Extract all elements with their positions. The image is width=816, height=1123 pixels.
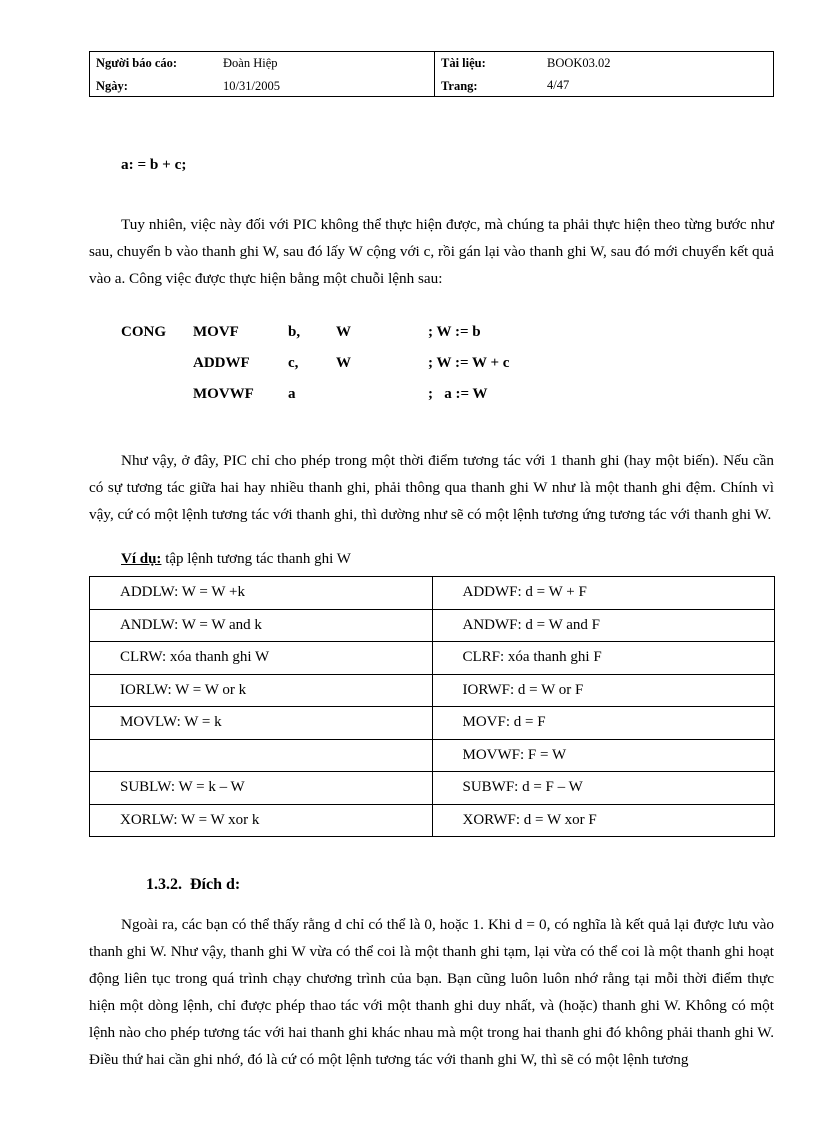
page-value: 4/47 bbox=[547, 78, 570, 92]
table-cell: MOVF: d = F bbox=[432, 707, 775, 740]
table-row bbox=[90, 772, 775, 805]
table-cell: MOVLW: W = k bbox=[90, 707, 433, 740]
table-row bbox=[90, 674, 775, 707]
example-text: tập lệnh tương tác thanh ghi W bbox=[161, 551, 351, 567]
table-row bbox=[90, 739, 775, 772]
instruction-table bbox=[89, 576, 775, 837]
table-cell: CLRF: xóa thanh ghi F bbox=[432, 642, 775, 675]
table-cell: CLRW: xóa thanh ghi W bbox=[90, 642, 433, 675]
code-op: MOVF bbox=[193, 324, 239, 340]
section-title: Đích d: bbox=[190, 876, 241, 893]
code-arg2: W bbox=[336, 355, 351, 371]
table-cell: XORWF: d = W xor F bbox=[432, 804, 775, 837]
document-label: Tài liệu: bbox=[441, 56, 486, 70]
reporter-value: Đoàn Hiệp bbox=[223, 56, 278, 70]
section-number: 1.3.2. bbox=[146, 876, 182, 893]
table-cell: ADDLW: W = W +k bbox=[90, 577, 433, 610]
table-cell: MOVWF: F = W bbox=[432, 739, 775, 772]
paragraph-1: Tuy nhiên, việc này đối với PIC không thể thực hiện được, mà chúng ta phải thực hiện theo từng bước như sau, chuyển b vào thanh ghi W, sau đó lấy W cộng với c, rồi gán lại vào thanh ghi W, sau đó mới chuyển kết quả vào a. Công việc được thực hiện bằng một chuỗi lệnh sau: bbox=[89, 216, 774, 287]
reporter-label: Người báo cáo: bbox=[96, 56, 178, 70]
date-label: Ngày: bbox=[96, 79, 128, 93]
table-cell: XORLW: W = W xor k bbox=[90, 804, 433, 837]
code-comment: ; W := b bbox=[428, 324, 481, 340]
code-op: ADDWF bbox=[193, 355, 250, 371]
page-label: Trang: bbox=[441, 79, 478, 93]
code-comment: ; W := W + c bbox=[428, 355, 510, 371]
example-caption bbox=[121, 551, 351, 568]
table-cell: ANDLW: W = W and k bbox=[90, 609, 433, 642]
table-cell: SUBLW: W = k – W bbox=[90, 772, 433, 805]
code-label: CONG bbox=[121, 324, 166, 340]
document-value: BOOK03.02 bbox=[547, 56, 611, 70]
table-cell bbox=[90, 739, 433, 772]
table-cell: ANDWF: d = W and F bbox=[432, 609, 775, 642]
code-op: MOVWF bbox=[193, 386, 254, 402]
code-arg2: W bbox=[336, 324, 351, 340]
example-label: Ví dụ: bbox=[121, 551, 162, 567]
table-cell: IORLW: W = W or k bbox=[90, 674, 433, 707]
date-value: 10/31/2005 bbox=[223, 79, 280, 93]
table-row bbox=[90, 609, 775, 642]
code-arg1: a bbox=[288, 386, 296, 402]
table-row bbox=[90, 804, 775, 837]
code-comment: ; a := W bbox=[428, 386, 488, 402]
document-header bbox=[89, 51, 774, 97]
table-row bbox=[90, 577, 775, 610]
table-cell: IORWF: d = W or F bbox=[432, 674, 775, 707]
paragraph-2: Như vậy, ở đây, PIC chỉ cho phép trong một thời điểm tương tác với 1 thanh ghi (hay một biến). Nếu cần có sự tương tác giữa hai hay nhiều thanh ghi, phải thông qua thanh ghi W như là một thanh ghi đệm. Chính vì vậy, cứ có một lệnh tương tác với thanh ghi, thì dường như sẽ có một lệnh tương ứng tương tác với thanh ghi W. bbox=[89, 452, 774, 523]
section-heading bbox=[146, 876, 240, 894]
table-cell: SUBWF: d = F – W bbox=[432, 772, 775, 805]
code-arg1: b, bbox=[288, 324, 301, 340]
table-row bbox=[90, 707, 775, 740]
formula: a: = b + c; bbox=[121, 156, 187, 173]
code-arg1: c, bbox=[288, 355, 299, 371]
table-cell: ADDWF: d = W + F bbox=[432, 577, 775, 610]
header-divider bbox=[434, 52, 435, 96]
table-row bbox=[90, 642, 775, 675]
paragraph-3: Ngoài ra, các bạn có thể thấy rằng d chỉ có thể là 0, hoặc 1. Khi d = 0, có nghĩa là kết quả lại được lưu vào thanh ghi W. Như vậy, thanh ghi W vừa có thể coi là một thanh ghi tạm, lại vừa có thể coi là một thanh ghi hoạt động liên tục trong quá trình chạy chương trình của bạn. Bạn cũng luôn luôn nhớ rằng tại mỗi thời điểm thực hiện một dòng lệnh, chỉ được phép thao tác với một thanh ghi duy nhất, và (hoặc) thanh ghi W. Không có một lệnh nào cho phép tương tác với hai thanh ghi khác nhau mà một trong hai thanh ghi đó không phải thanh ghi W. Điều thứ hai cần ghi nhớ, đó là cứ có một lệnh tương tác với thanh ghi W, thì sẽ có một lệnh tương bbox=[89, 916, 774, 1068]
